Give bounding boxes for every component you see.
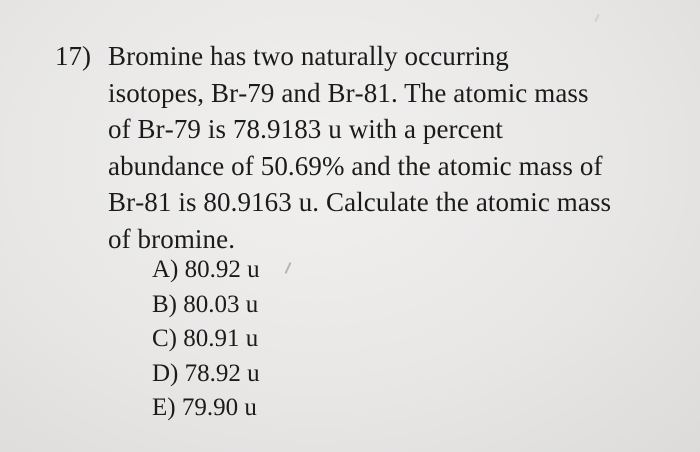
- choice-b: B) 80.03 u: [152, 290, 259, 318]
- choice-c: C) 80.91 u: [152, 325, 259, 352]
- question-line: of Br‑79 is 78.9183 u with a percent: [108, 114, 504, 144]
- question-line: Br‑81 is 80.9163 u. Calculate the atomic mass: [108, 187, 612, 217]
- question-line: of bromine.: [108, 223, 236, 254]
- choice-a: A) 80.92 u: [152, 256, 260, 283]
- pencil-mark: [594, 14, 599, 22]
- question-text: [108, 38, 678, 257]
- question-line: isotopes, Br‑79 and Br‑81. The atomic mass: [108, 77, 589, 108]
- answer-choices: [152, 253, 260, 426]
- pencil-mark: [285, 262, 292, 274]
- choice-d: D) 78.92 u: [152, 359, 260, 387]
- question-line: abundance of 50.69% and the atomic mass of: [108, 150, 603, 181]
- question-line: Bromine has two naturally occurring: [108, 41, 509, 71]
- choice-e: E) 79.90 u: [152, 394, 257, 421]
- question-number: 17): [55, 41, 91, 71]
